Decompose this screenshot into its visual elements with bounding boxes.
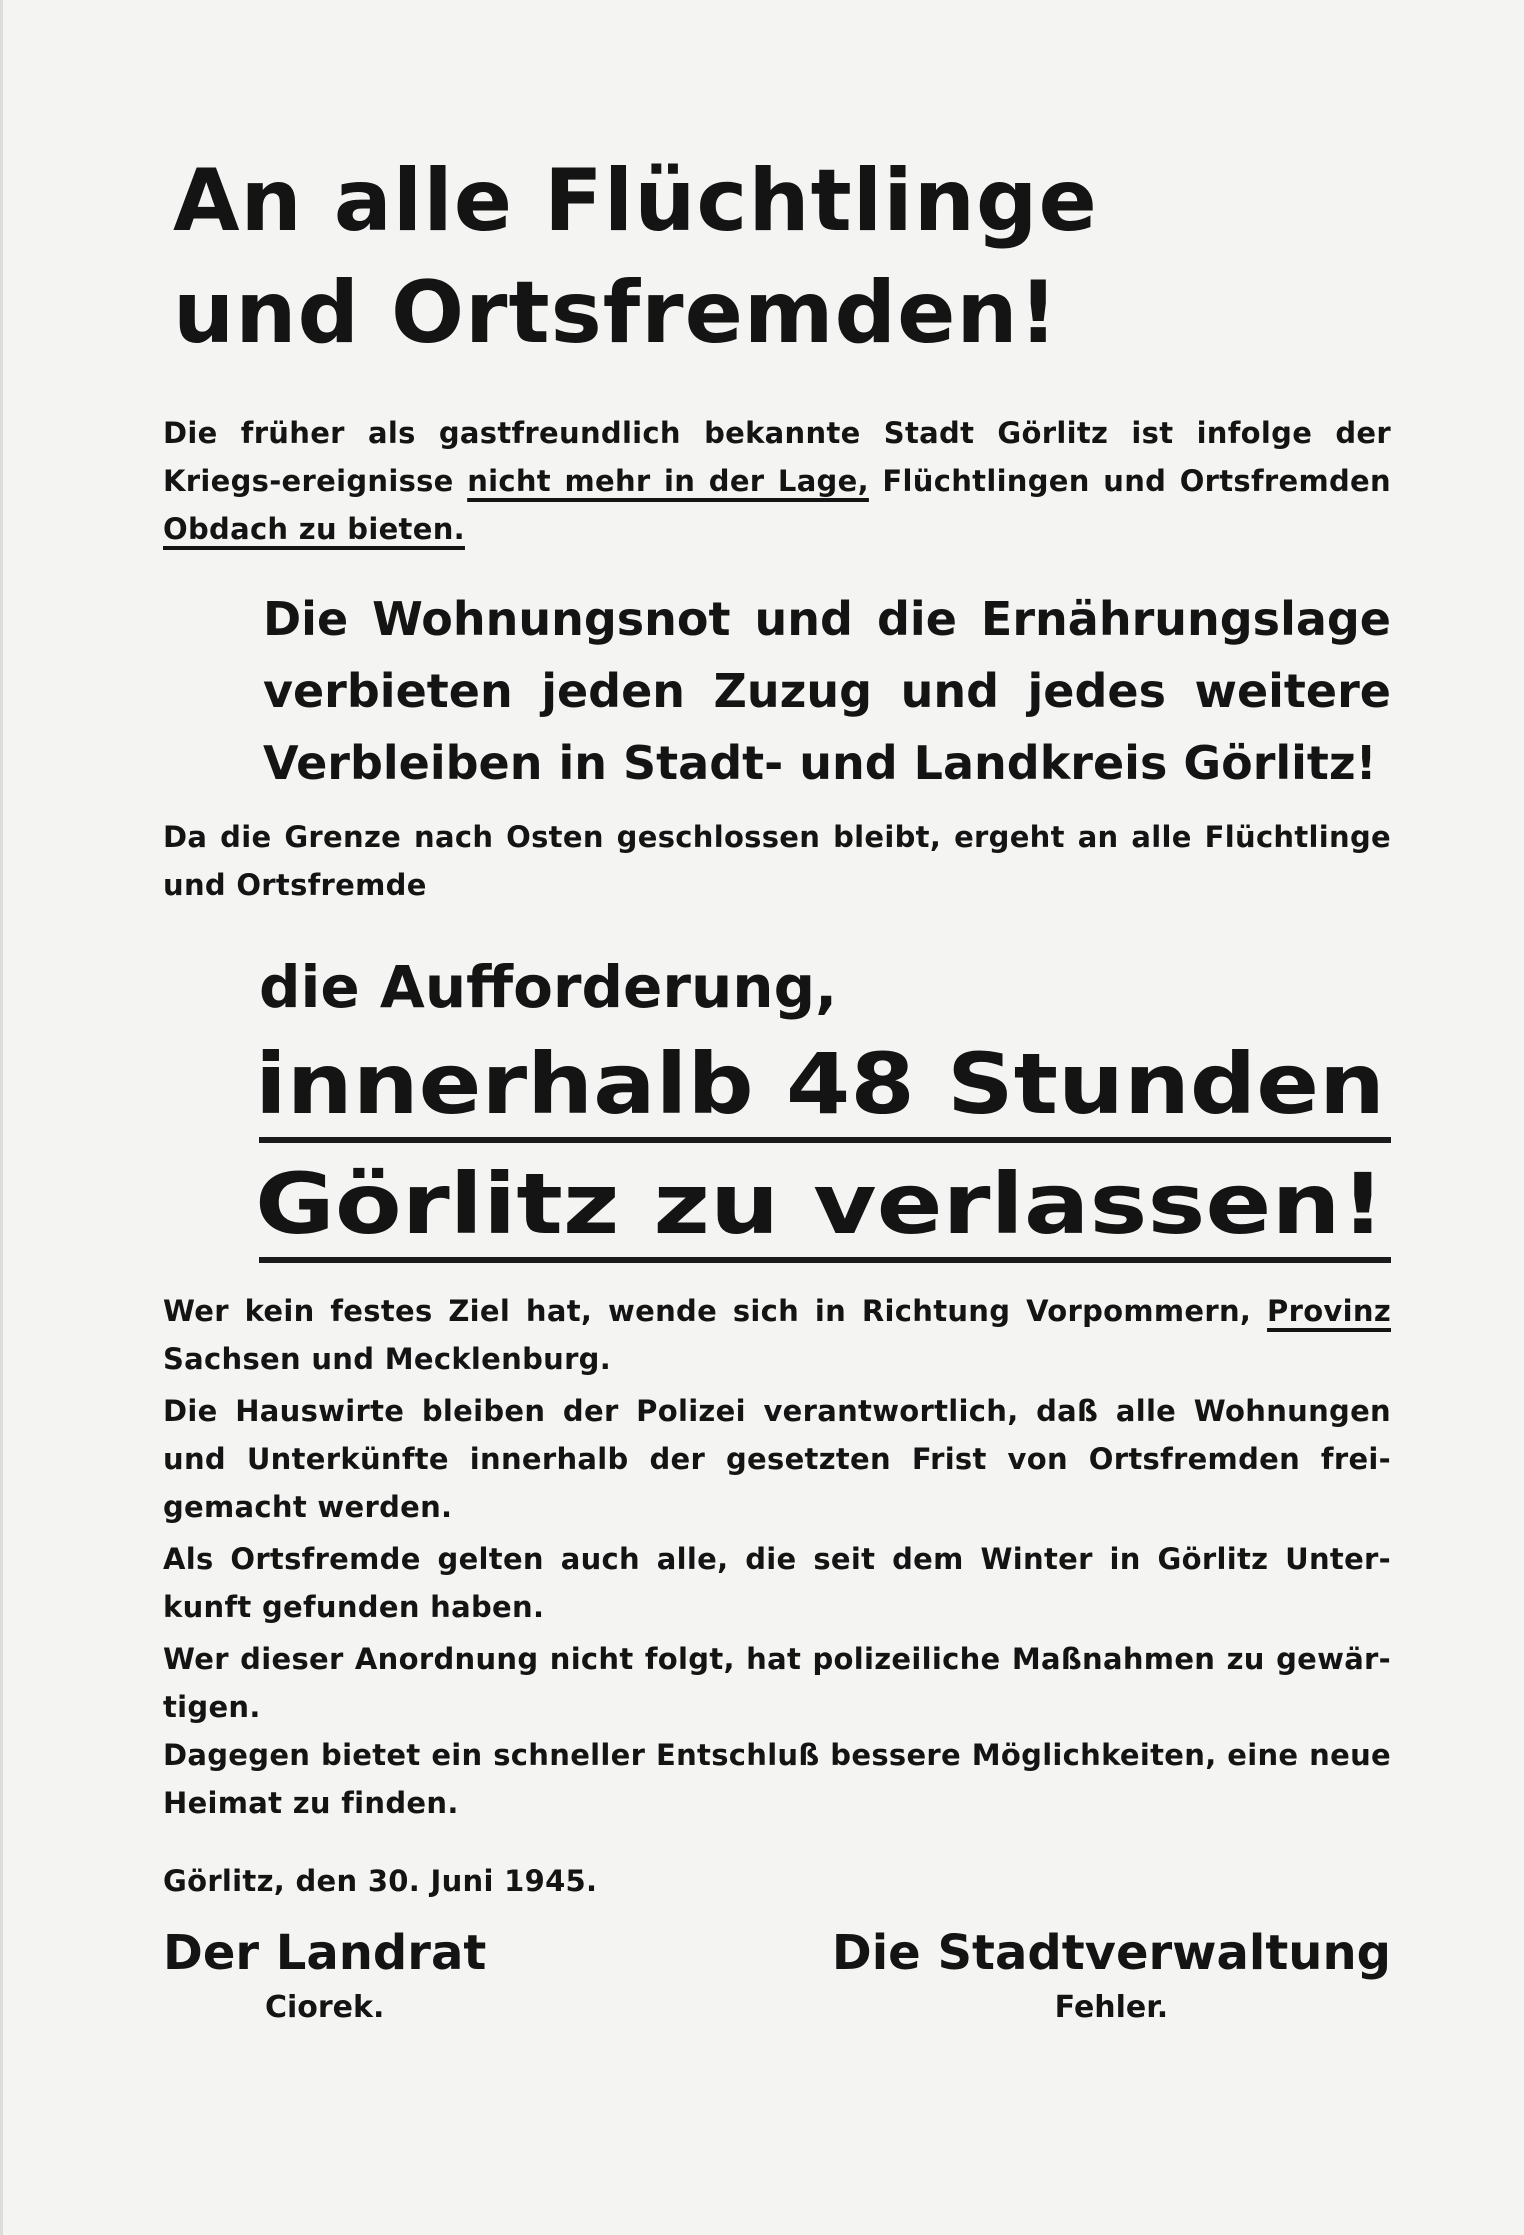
housing-statement: Die Wohnungsnot und die Ernährungslage verbieten jeden Zuzug und jedes weitere Verbleiben in Stadt- und Landkreis Görlitz!	[263, 592, 1391, 790]
intro-text-1: Die früher als gastfreundlich bekannte Stadt Görlitz ist infolge der Kriegs-ereignisse	[163, 416, 1391, 498]
demand-underline-1	[259, 1137, 1391, 1143]
signature-right-name: Fehler.	[1054, 1990, 1169, 2025]
border-note: Da die Grenze nach Osten geschlossen bleibt, ergeht an alle Flüchtlinge und Ortsfremde	[163, 820, 1391, 902]
paragraph-landlords: Die Hauswirte bleiben der Polizei verantwortlich, daß alle Wohnungen und Unterkünfte innerhalb der gesetzten Frist von Ortsfremden frei-gemacht werden.	[163, 1394, 1391, 1524]
paragraph-definition: Als Ortsfremde gelten auch alle, die seit dem Winter in Görlitz Unter-kunft gefunden haben.	[163, 1542, 1391, 1624]
paragraph-destination	[163, 1287, 1391, 1383]
dateline: Görlitz, den 30. Juni 1945.	[163, 1864, 598, 1898]
demand-underline-2	[259, 1257, 1391, 1263]
signature-row	[163, 1923, 1391, 2033]
signature-left-title: Der Landrat	[163, 1925, 487, 1981]
headline	[173, 145, 1391, 369]
signature-stadtverwaltung	[832, 1923, 1391, 2033]
intro-paragraph	[163, 409, 1391, 553]
intro-underlined-1: nicht mehr in der Lage,	[467, 464, 869, 498]
signature-right-title: Die Stadtverwaltung	[831, 1925, 1391, 1981]
p1-text-1: Wer kein festes Ziel hat, wende sich in Richtung Vorpommern,	[163, 1294, 1268, 1328]
p1-underlined: Provinz	[1267, 1294, 1391, 1328]
signature-landrat	[163, 1923, 486, 2033]
headline-line-2: und Ortsfremden!	[173, 263, 1059, 363]
paragraph-advice: Dagegen bietet ein schneller Entschluß bessere Möglichkeiten, eine neue Heimat zu finden.	[163, 1738, 1391, 1820]
signature-left-name: Ciorek.	[264, 1990, 385, 2025]
p1-text-2: Sachsen und Mecklenburg.	[163, 1342, 612, 1376]
demand-line-3-text: Görlitz zu verlassen!	[255, 1155, 1385, 1253]
demand-line-3	[255, 1151, 1385, 1257]
paragraph-consequences: Wer dieser Anordnung nicht folgt, hat polizeiliche Maßnahmen zu gewär-tigen.	[163, 1642, 1391, 1724]
demand-line-1: die Aufforderung,	[259, 953, 838, 1021]
intro-underlined-2: Obdach zu bieten.	[163, 512, 465, 546]
poster-content	[163, 130, 1391, 2033]
demand-line-2	[255, 1031, 1385, 1137]
intro-text-2: Flüchtlingen und Ortsfremden	[868, 464, 1391, 498]
headline-line-1: An alle Flüchtlinge	[173, 151, 1098, 251]
demand-line-2-text: innerhalb 48 Stunden	[255, 1035, 1385, 1133]
